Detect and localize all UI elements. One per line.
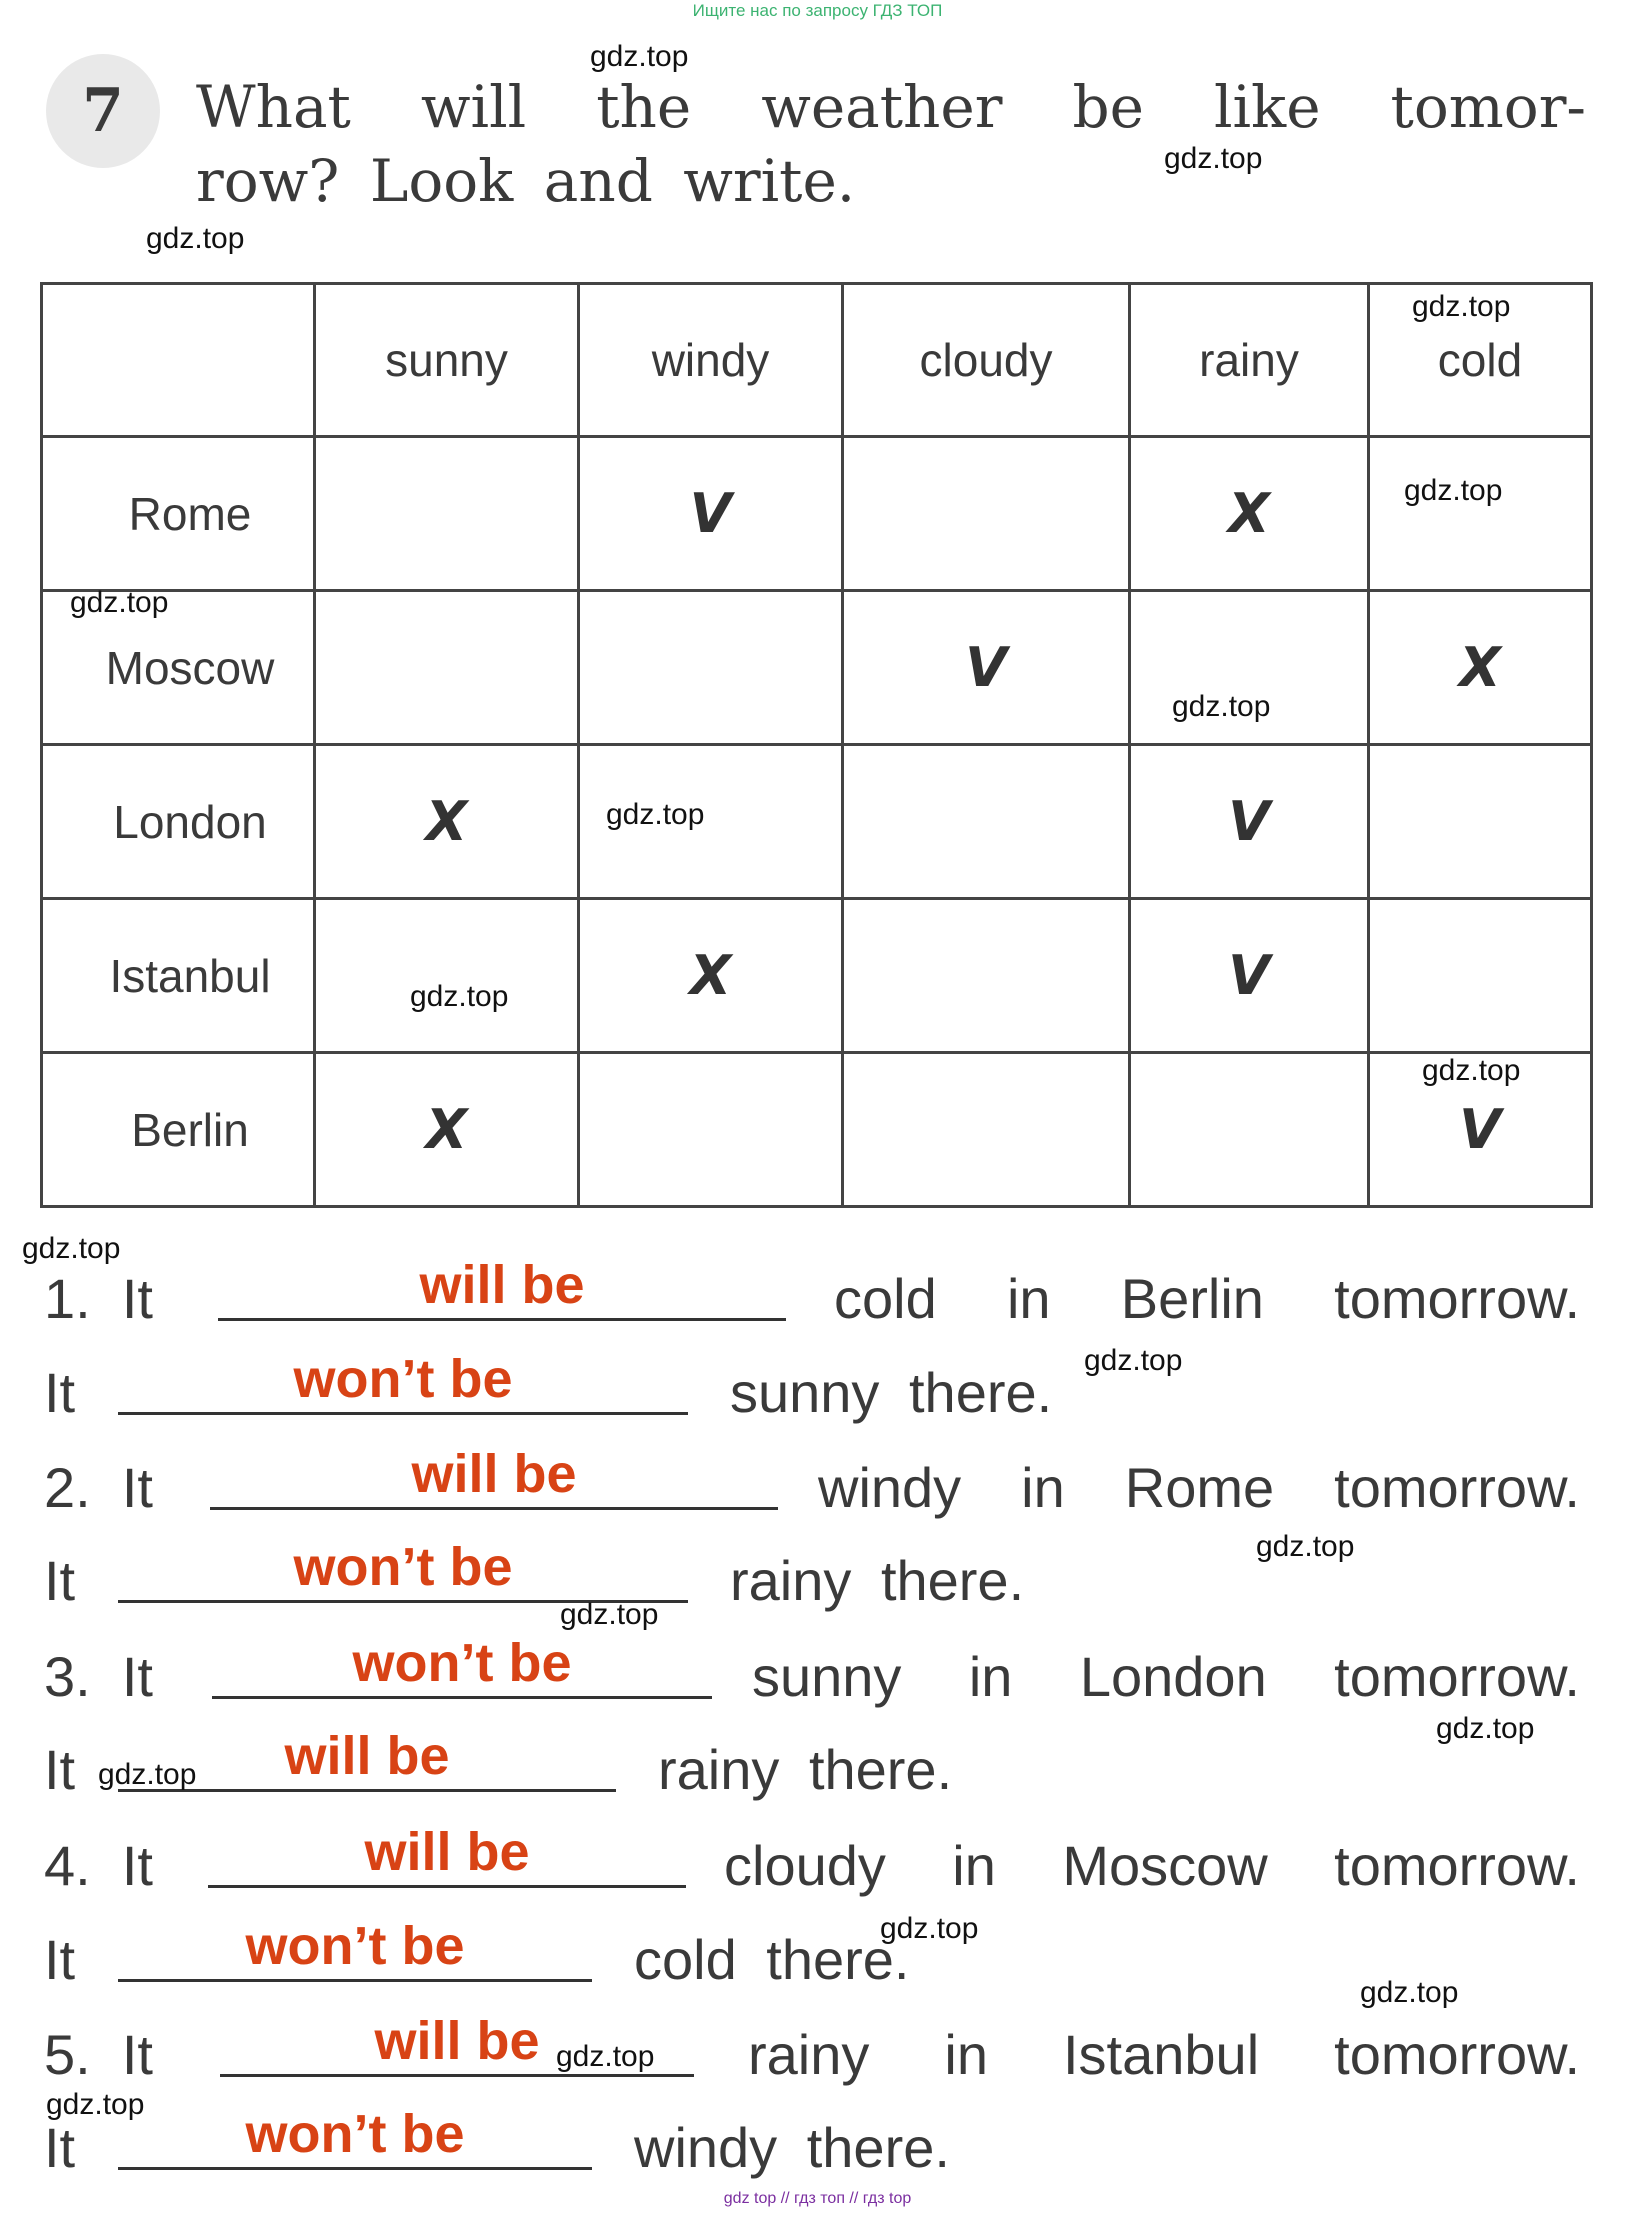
sentence-lead: It xyxy=(44,2116,76,2179)
column-header: windy xyxy=(579,284,843,437)
table-row xyxy=(42,1053,1592,1207)
sentence-lead: It xyxy=(44,1361,76,1424)
sentence-lead: It xyxy=(44,1928,76,1991)
weather-table xyxy=(40,282,1593,1208)
exercise-title-line-2: row? Look and write. xyxy=(196,147,856,215)
city-cell: Rome xyxy=(42,437,315,591)
sentence-1b xyxy=(44,1349,1580,1429)
answer-blank[interactable] xyxy=(118,2097,592,2170)
exercise-number: 7 xyxy=(82,76,124,146)
watermark: gdz.top xyxy=(1084,1344,1183,1377)
table-row xyxy=(42,745,1592,899)
answer-text: won’t be xyxy=(293,1537,513,1597)
sentence-lead: 5. It xyxy=(44,2023,153,2086)
answer-blank[interactable] xyxy=(218,1248,786,1321)
table-row xyxy=(42,437,1592,591)
column-header: cold xyxy=(1369,284,1592,437)
sentence-tail: sunny there. xyxy=(730,1361,1053,1424)
watermark: gdz.top xyxy=(70,586,169,619)
weather-mark: V xyxy=(1459,1098,1501,1161)
answer-text: will be xyxy=(374,2011,540,2071)
watermark: gdz.top xyxy=(410,980,509,1013)
exercise-title xyxy=(196,70,1586,218)
weather-mark: X xyxy=(425,1098,468,1161)
weather-mark: V xyxy=(1228,944,1270,1007)
title-word: like xyxy=(1213,73,1321,141)
sentence-2a xyxy=(44,1444,1580,1524)
exercise-number-badge xyxy=(46,54,160,168)
answer-text: will be xyxy=(364,1822,530,1882)
city-cell: Moscow xyxy=(42,591,315,745)
column-header: rainy xyxy=(1130,284,1369,437)
table-row xyxy=(42,591,1592,745)
answer-text: won’t be xyxy=(245,1916,465,1976)
title-word: be xyxy=(1072,73,1144,141)
watermark: gdz.top xyxy=(880,1912,979,1945)
answer-text: won’t be xyxy=(245,2104,465,2164)
sentence-tail: rainy there. xyxy=(730,1549,1025,1612)
title-word: will xyxy=(420,73,527,141)
table-header-row xyxy=(42,284,1592,437)
sentence-tail: sunny in London tomorrow. xyxy=(752,1645,1580,1708)
answer-blank[interactable] xyxy=(118,1342,688,1415)
watermark: gdz.top xyxy=(560,1598,659,1631)
city-cell: Istanbul xyxy=(42,899,315,1053)
title-word: tomor- xyxy=(1390,73,1587,141)
weather-mark: X xyxy=(425,790,468,853)
answer-blank[interactable] xyxy=(118,1530,688,1603)
watermark: gdz.top xyxy=(1256,1530,1355,1563)
exercise-title-line-1 xyxy=(196,70,1586,144)
weather-mark: X xyxy=(689,944,732,1007)
weather-mark: V xyxy=(1228,790,1270,853)
watermark: gdz.top xyxy=(556,2040,655,2073)
weather-mark: X xyxy=(1459,636,1501,699)
title-word: weather xyxy=(761,73,1003,141)
title-word: What xyxy=(196,73,351,141)
sentence-lead: 1. It xyxy=(44,1267,153,1330)
sentence-lead: 2. It xyxy=(44,1456,153,1519)
sentence-lead: It xyxy=(44,1738,76,1801)
answer-blank[interactable] xyxy=(212,1626,712,1699)
sentence-tail: windy in Rome tomorrow. xyxy=(818,1456,1580,1519)
answer-text: won’t be xyxy=(293,1349,513,1409)
sentence-3b xyxy=(44,1726,1580,1806)
watermark: gdz.top xyxy=(1436,1712,1535,1745)
sentence-tail: cold in Berlin tomorrow. xyxy=(834,1267,1580,1330)
sentence-5b xyxy=(44,2104,1580,2184)
watermark: gdz.top xyxy=(22,1232,121,1265)
sentence-4a xyxy=(44,1822,1580,1902)
watermark: gdz.top xyxy=(590,40,689,73)
sentence-tail: windy there. xyxy=(634,2116,950,2179)
watermark: gdz.top xyxy=(46,2088,145,2121)
watermark: gdz.top xyxy=(1172,690,1271,723)
answer-blank[interactable] xyxy=(208,1815,686,1888)
column-header: sunny xyxy=(315,284,579,437)
answer-text: will be xyxy=(411,1444,577,1504)
weather-mark: X xyxy=(1228,482,1270,545)
watermark: gdz.top xyxy=(98,1758,197,1791)
answer-text: will be xyxy=(284,1726,450,1786)
sentence-tail: cold there. xyxy=(634,1928,910,1991)
answer-text: will be xyxy=(419,1255,585,1315)
answer-blank[interactable] xyxy=(210,1437,778,1510)
watermark: gdz.top xyxy=(1404,474,1503,507)
city-cell: London xyxy=(42,745,315,899)
sentence-5a xyxy=(44,2011,1580,2091)
watermark: gdz.top xyxy=(1164,142,1263,175)
footer-watermark: gdz top // гдз топ // гдз top xyxy=(723,2190,912,2207)
sentence-lead: 3. It xyxy=(44,1645,153,1708)
sentence-tail: rainy in Istanbul tomorrow. xyxy=(748,2023,1580,2086)
sentence-lead: 4. It xyxy=(44,1834,153,1897)
watermark: gdz.top xyxy=(1360,1976,1459,2009)
city-cell: Berlin xyxy=(42,1053,315,1207)
title-word: the xyxy=(596,73,692,141)
weather-mark: V xyxy=(689,482,732,545)
table-row xyxy=(42,899,1592,1053)
header-corner-cell xyxy=(42,284,315,437)
watermark: gdz.top xyxy=(606,798,705,831)
answer-blank[interactable] xyxy=(118,1909,592,1982)
weather-mark: V xyxy=(965,636,1007,699)
sentence-tail: rainy there. xyxy=(658,1738,953,1801)
watermark: gdz.top xyxy=(146,222,245,255)
top-banner: Ищите нас по запросу ГДЗ ТОП xyxy=(692,1,943,20)
answer-text: won’t be xyxy=(352,1633,572,1693)
column-header: cloudy xyxy=(843,284,1130,437)
sentence-tail: cloudy in Moscow tomorrow. xyxy=(724,1834,1580,1897)
sentence-1a xyxy=(44,1255,1580,1335)
watermark: gdz.top xyxy=(1422,1054,1521,1087)
sentence-3a xyxy=(44,1633,1580,1713)
sentence-lead: It xyxy=(44,1549,76,1612)
watermark: gdz.top xyxy=(1412,290,1511,323)
sentence-4b xyxy=(44,1916,1580,1996)
